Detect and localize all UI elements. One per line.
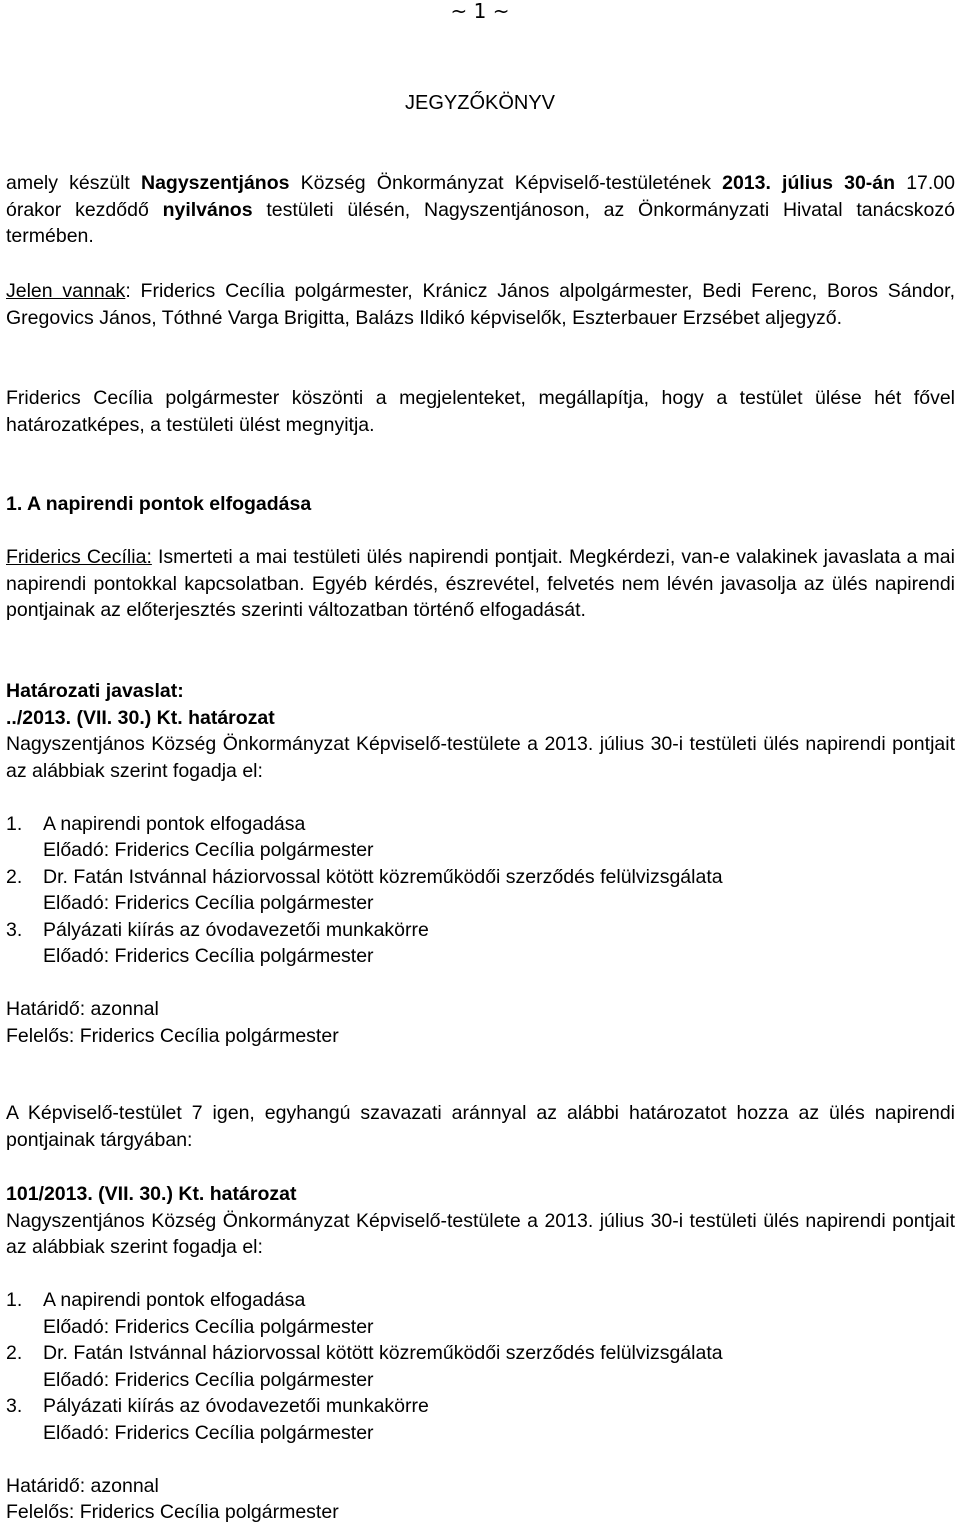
- proposal-item: 1. A napirendi pontok elfogadása: [6, 812, 306, 835]
- intro-public: nyilvános: [162, 198, 253, 221]
- proposal-item-speaker: Előadó: Friderics Cecília polgármester: [43, 945, 374, 967]
- present-paragraph: [6, 278, 955, 331]
- intro-text-4: testületi ülésén, Nagyszentjánoson, az Önkormányzati Hivatal tanácskozó termében.: [6, 198, 955, 247]
- intro-paragraph: [6, 170, 955, 250]
- proposal-text: Nagyszentjános Község Önkormányzat Képviselő-testülete a 2013. július 30-i testületi ülés napirendi pontjait az alábbiak szerint fogadja el:: [6, 733, 955, 782]
- intro-date: 2013. július 30-án: [722, 172, 896, 194]
- resolution-text: Nagyszentjános Község Önkormányzat Képviselő-testülete a 2013. július 30-i testületi ülés napirendi pontjait az alábbiak szerint fogadja el:: [6, 1209, 955, 1258]
- proposal-item-speaker: Előadó: Friderics Cecília polgármester: [43, 839, 374, 861]
- section-heading: 1. A napirendi pontok elfogadása: [6, 493, 312, 515]
- resolution-item: 2. Dr. Fatán Istvánnal háziorvossal kötött közreműködői szerződés felülvizsgálata: [6, 1342, 723, 1364]
- intro-village: Nagyszentjános: [141, 172, 290, 194]
- resolution-item: 3. Pályázati kiírás az óvodavezetői munkakörre: [6, 1395, 429, 1417]
- page-number: ~ 1 ~: [450, 0, 510, 23]
- resolution-item-speaker: Előadó: Friderics Cecília polgármester: [43, 1315, 374, 1338]
- section-speaker: Friderics Cecília:: [6, 546, 152, 568]
- resolution-deadline: Határidő: azonnal: [6, 1474, 159, 1497]
- section-text: Ismerteti a mai testületi ülés napirendi pontjait. Megkérdezi, van-e valakinek javaslata a mai napirendi pontokkal kapcsolatban. Egyéb kérdés, észrevétel, felvetés nem lévén javasolja az ülés napirendi pontjainak az előterjesztés szerinti változatban történő elfogadását.: [6, 546, 955, 621]
- resolution-item-speaker: Előadó: Friderics Cecília polgármester: [43, 1421, 374, 1444]
- resolution-number: 101/2013. (VII. 30.) Kt. határozat: [6, 1183, 297, 1205]
- proposal-block: [6, 678, 955, 1049]
- intro-text-1: amely készült: [6, 172, 141, 194]
- proposal-number: ../2013. (VII. 30.) Kt. határozat: [6, 706, 275, 729]
- resolution-item-speaker: Előadó: Friderics Cecília polgármester: [43, 1368, 374, 1391]
- proposal-item: 3. Pályázati kiírás az óvodavezetői munkakörre: [6, 918, 429, 941]
- vote-paragraph: A Képviselő-testület 7 igen, egyhangú szavazati aránnyal az alábbi határozatot hozza az ülés napirendi pontjainak tárgyában:: [6, 1102, 955, 1151]
- resolution-block: [6, 1181, 955, 1526]
- resolution-item: 1. A napirendi pontok elfogadása: [6, 1289, 306, 1311]
- proposal-item: 2. Dr. Fatán Istvánnal háziorvossal kötött közreműködői szerződés felülvizsgálata: [6, 865, 723, 888]
- resolution-responsible: Felelős: Friderics Cecília polgármester: [6, 1501, 339, 1523]
- proposal-responsible: Felelős: Friderics Cecília polgármester: [6, 1024, 339, 1047]
- proposal-item-speaker: Előadó: Friderics Cecília polgármester: [43, 892, 374, 914]
- section-paragraph: [6, 544, 955, 624]
- present-text: : Friderics Cecília polgármester, Kránicz János alpolgármester, Bedi Ferenc, Boros Sándor, Gregovics János, Tóthné Varga Brigitta, Balázs Ildikó képviselők, Eszterbauer Erzsébet aljegyző.: [6, 280, 955, 329]
- intro-text-2: Község Önkormányzat Képviselő-testületének: [289, 172, 723, 194]
- intro-text-3: 17.00 órakor kezdődő: [6, 172, 955, 221]
- present-label: Jelen vannak: [6, 280, 126, 302]
- document-title: JEGYZŐKÖNYV: [404, 92, 556, 114]
- proposal-heading: Határozati javaslat:: [6, 680, 184, 702]
- proposal-deadline: Határidő: azonnal: [6, 998, 159, 1020]
- opening-paragraph: Friderics Cecília polgármester köszönti a megjelenteket, megállapítja, hogy a testület ülése hét fővel határozatképes, a testületi ülést megnyitja.: [6, 387, 955, 436]
